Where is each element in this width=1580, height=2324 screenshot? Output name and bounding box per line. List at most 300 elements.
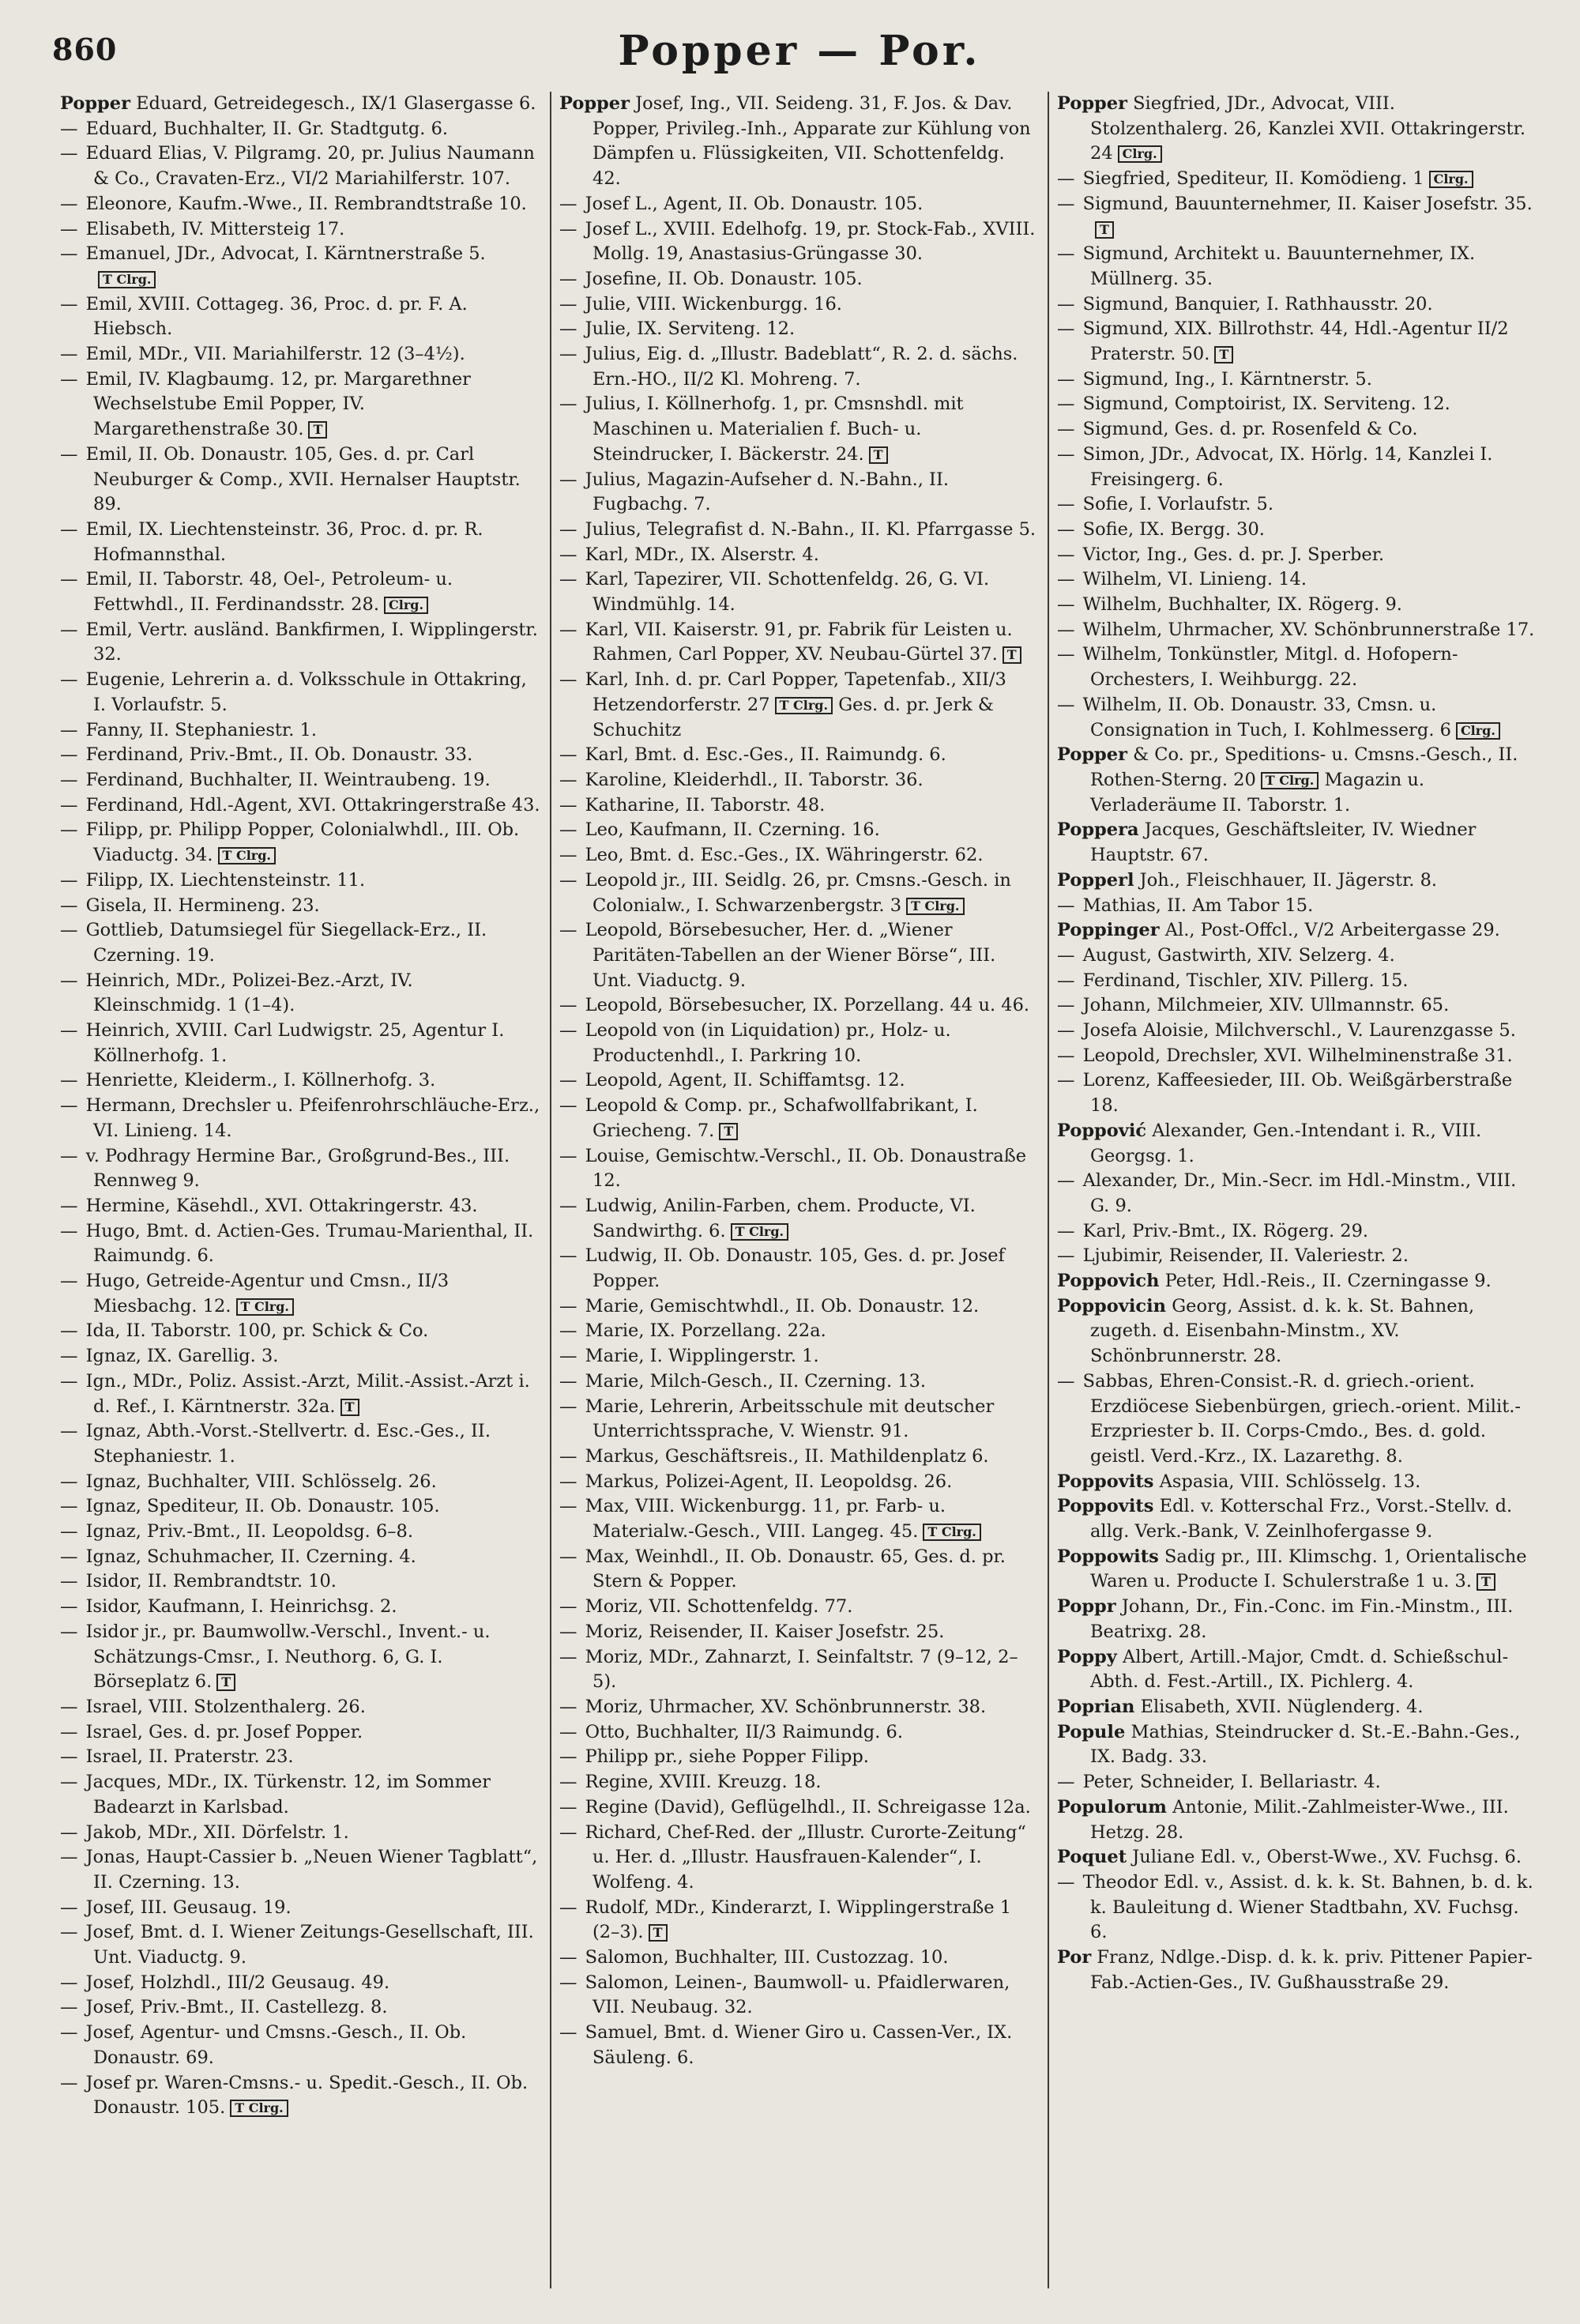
directory-entry bbox=[60, 1194, 540, 1219]
directory-entry bbox=[559, 1770, 1038, 1795]
directory-entry bbox=[559, 768, 1038, 793]
ditto-dash: — bbox=[559, 1070, 577, 1091]
directory-entry bbox=[559, 1795, 1038, 1821]
ditto-dash: — bbox=[1057, 443, 1075, 465]
directory-entry bbox=[1057, 1369, 1536, 1470]
ditto-dash: — bbox=[60, 2022, 78, 2043]
directory-entry bbox=[60, 2021, 540, 2070]
ditto-dash: — bbox=[559, 1396, 577, 1417]
entry-surname: Popperl bbox=[1057, 869, 1134, 891]
directory-entry bbox=[60, 1369, 540, 1419]
telephone-clearing-badge: T bbox=[1477, 1573, 1495, 1591]
entry-text: Emil, II. Ob. Donaustr. 105, Ges. d. pr. Carl Neuburger & Comp., XVII. Hernalser Hauptstr. 89. bbox=[85, 443, 521, 515]
entry-text: Leopold & Comp. pr., Schafwollfabrikant, I. Griecheng. 7. bbox=[585, 1095, 978, 1141]
ditto-dash: — bbox=[559, 569, 577, 590]
ditto-dash: — bbox=[559, 1471, 577, 1492]
directory-entry bbox=[559, 1745, 1038, 1770]
directory-entry bbox=[559, 1494, 1038, 1544]
entry-text: Sigmund, Ges. d. pr. Rosenfeld & Co. bbox=[1082, 419, 1418, 440]
entry-text: Theodor Edl. v., Assist. d. k. k. St. Bahnen, b. d. k. k. Bauleitung d. Wiener Stadtbahn, XV. Fuchsg. 6. bbox=[1082, 1871, 1533, 1943]
directory-entry bbox=[559, 618, 1038, 668]
ditto-dash: — bbox=[559, 544, 577, 565]
directory-entry bbox=[1057, 242, 1536, 292]
entry-text: Sofie, IX. Bergg. 30. bbox=[1082, 518, 1265, 540]
entry-text: Marie, Lehrerin, Arbeitsschule mit deutscher Unterrichtssprache, V. Wienstr. 91. bbox=[585, 1396, 995, 1442]
entry-text: Sabbas, Ehren-Consist.-R. d. griech.-orient. Erzdiöcese Siebenbürgen, griech.-orient. Milit.-Erzpriester b. II. Corps-Cmdo., Bes. d. gold. geistl. Verd.-Krz., IX. Lazarethg. 8. bbox=[1082, 1370, 1521, 1467]
telephone-clearing-badge: Clrg. bbox=[1429, 171, 1473, 188]
entry-text: Markus, Geschäftsreis., II. Mathildenplatz 6. bbox=[585, 1445, 989, 1467]
directory-entry bbox=[1057, 693, 1536, 743]
entry-surname: Poppowits bbox=[1057, 1546, 1159, 1567]
directory-entry bbox=[559, 1369, 1038, 1395]
ditto-dash: — bbox=[60, 1421, 78, 1442]
ditto-dash: — bbox=[559, 1295, 577, 1316]
entry-text: Josef, Ing., VII. Seideng. 31, F. Jos. & Dav. Popper, Privileg.-Inh., Apparate zur Kühlung von Dämpfen u. Flüssigkeiten, VII. Schottenfeldg. 42. bbox=[592, 93, 1031, 190]
telephone-clearing-badge: T Clrg. bbox=[236, 1298, 294, 1316]
directory-entry bbox=[1057, 743, 1536, 818]
directory-entry bbox=[1057, 1269, 1536, 1294]
directory-entry bbox=[559, 1194, 1038, 1244]
directory-entry bbox=[60, 1219, 540, 1269]
ditto-dash: — bbox=[559, 1646, 577, 1667]
entry-text: Juliane Edl. v., Oberst-Wwe., XV. Fuchsg. 6. bbox=[1132, 1847, 1522, 1868]
directory-entry bbox=[60, 292, 540, 342]
directory-entry bbox=[60, 1845, 540, 1895]
directory-entry bbox=[559, 1971, 1038, 2021]
directory-entry bbox=[60, 141, 540, 191]
ditto-dash: — bbox=[559, 1445, 577, 1467]
ditto-dash: — bbox=[559, 1796, 577, 1817]
ditto-dash: — bbox=[60, 1922, 78, 1943]
entry-surname: Poprian bbox=[1057, 1697, 1135, 1717]
ditto-dash: — bbox=[559, 1546, 577, 1567]
directory-entry bbox=[60, 718, 540, 744]
entry-text: Eduard Elias, V. Pilgramg. 20, pr. Julius Naumann & Co., Cravaten-Erz., VI/2 Mariahilferstr. 107. bbox=[85, 143, 535, 190]
entry-text: Katharine, II. Taborstr. 48. bbox=[585, 794, 826, 815]
ditto-dash: — bbox=[559, 1245, 577, 1267]
entry-text: Samuel, Bmt. d. Wiener Giro u. Cassen-Ver., IX. Säuleng. 6. bbox=[585, 2022, 1013, 2068]
ditto-dash: — bbox=[559, 1145, 577, 1166]
entry-surname: Poquet bbox=[1057, 1847, 1127, 1868]
telephone-clearing-badge: T Clrg. bbox=[906, 898, 964, 915]
entry-text: Eugenie, Lehrerin a. d. Volksschule in Ottakring, I. Vorlaufstr. 5. bbox=[85, 669, 527, 715]
ditto-dash: — bbox=[60, 1571, 78, 1592]
ditto-dash: — bbox=[60, 1320, 78, 1342]
directory-entry bbox=[559, 918, 1038, 993]
entry-text: Ferdinand, Hdl.-Agent, XVI. Ottakringerstraße 43. bbox=[85, 794, 540, 815]
directory-entry bbox=[60, 443, 540, 518]
ditto-dash: — bbox=[60, 344, 78, 365]
directory-entry bbox=[1057, 618, 1536, 643]
ditto-dash: — bbox=[60, 1896, 78, 1918]
ditto-dash: — bbox=[559, 920, 577, 941]
ditto-dash: — bbox=[60, 1095, 78, 1117]
ditto-dash: — bbox=[60, 1220, 78, 1241]
directory-entry bbox=[1057, 593, 1536, 618]
ditto-dash: — bbox=[559, 1896, 577, 1918]
entry-text: Sigmund, Banquier, I. Rathhausstr. 20. bbox=[1082, 293, 1433, 315]
ditto-dash: — bbox=[559, 1596, 577, 1618]
ditto-dash: — bbox=[559, 995, 577, 1016]
directory-entry bbox=[60, 1620, 540, 1695]
entry-text: Leopold, Börsebesucher, IX. Porzellang. 44 u. 46. bbox=[585, 995, 1030, 1016]
entry-surname: Popule bbox=[1057, 1721, 1126, 1742]
ditto-dash: — bbox=[60, 218, 78, 239]
entry-text: Lorenz, Kaffeesieder, III. Ob. Weißgärberstraße 18. bbox=[1082, 1070, 1513, 1117]
entry-text: Emil, XVIII. Cottageg. 36, Proc. d. pr. F. A. Hiebsch. bbox=[85, 293, 468, 340]
entry-text: Max, Weinhdl., II. Ob. Donaustr. 65, Ges. d. pr. Stern & Popper. bbox=[585, 1546, 1006, 1592]
ditto-dash: — bbox=[60, 569, 78, 590]
telephone-clearing-badge: T bbox=[1214, 346, 1233, 363]
entry-text: Peter, Schneider, I. Bellariastr. 4. bbox=[1082, 1772, 1381, 1793]
entry-text: Heinrich, XVIII. Carl Ludwigstr. 25, Agentur I. Köllnerhofg. 1. bbox=[85, 1020, 505, 1066]
directory-entry bbox=[1057, 1494, 1536, 1544]
entry-surname: Poppovich bbox=[1057, 1271, 1160, 1292]
directory-entry bbox=[60, 2071, 540, 2121]
entry-text: Hermann, Drechsler u. Pfeifenrohrschläuche-Erz., VI. Linieng. 14. bbox=[85, 1095, 540, 1141]
entry-text: Karl, Inh. d. pr. Carl Popper, Tapetenfab., XII/3 Hetzendorferstr. 27 bbox=[585, 669, 1006, 715]
directory-entry bbox=[1057, 969, 1536, 994]
telephone-clearing-badge: T bbox=[340, 1399, 359, 1416]
ditto-dash: — bbox=[1057, 1045, 1075, 1066]
entry-text: Josef, Bmt. d. I. Wiener Zeitungs-Gesellschaft, III. Unt. Viaductg. 9. bbox=[85, 1922, 534, 1968]
telephone-clearing-badge: Clrg. bbox=[1118, 145, 1162, 163]
ditto-dash: — bbox=[60, 619, 78, 640]
ditto-dash: — bbox=[559, 1195, 577, 1216]
directory-entry bbox=[60, 818, 540, 868]
ditto-dash: — bbox=[559, 1346, 577, 1367]
entry-text: Ign., MDr., Poliz. Assist.-Arzt, Milit.-Assist.-Arzt i. d. Ref., I. Kärntnerstr. 32a. bbox=[85, 1370, 530, 1417]
telephone-clearing-badge: T bbox=[869, 446, 888, 464]
ditto-dash: — bbox=[1057, 644, 1075, 665]
entry-text: Wilhelm, Tonkünstler, Mitgl. d. Hofopern-Orchesters, I. Weihburgg. 22. bbox=[1082, 644, 1458, 691]
entry-text: Isidor, II. Rembrandtstr. 10. bbox=[85, 1571, 337, 1592]
directory-entry bbox=[1057, 868, 1536, 894]
entry-text: Ignaz, Schuhmacher, II. Czerning. 4. bbox=[85, 1546, 416, 1567]
ditto-dash: — bbox=[1057, 394, 1075, 415]
directory-entry bbox=[559, 1344, 1038, 1369]
entry-text: Sigmund, Bauunternehmer, II. Kaiser Josefstr. 35. bbox=[1082, 193, 1533, 214]
directory-entry bbox=[1057, 1595, 1536, 1644]
ditto-dash: — bbox=[559, 2022, 577, 2043]
directory-entry bbox=[1057, 543, 1536, 568]
ditto-dash: — bbox=[559, 819, 577, 841]
ditto-dash: — bbox=[559, 268, 577, 289]
ditto-dash: — bbox=[1057, 1245, 1075, 1267]
entry-text: Israel, VIII. Stolzenthalerg. 26. bbox=[85, 1697, 366, 1717]
directory-entry bbox=[60, 117, 540, 142]
directory-entry bbox=[1057, 443, 1536, 492]
entry-text: Ida, II. Taborstr. 100, pr. Schick & Co. bbox=[85, 1320, 429, 1342]
entry-text: Gisela, II. Hermineng. 23. bbox=[85, 895, 320, 916]
directory-entry bbox=[559, 818, 1038, 843]
entry-text: v. Podhragy Hermine Bar., Großgrund-Bes., III. Rennweg 9. bbox=[85, 1145, 510, 1192]
entry-text: Karl, MDr., IX. Alserstr. 4. bbox=[585, 544, 819, 565]
directory-entry bbox=[559, 1695, 1038, 1720]
ditto-dash: — bbox=[60, 744, 78, 766]
entry-text: Henriette, Kleiderm., I. Köllnerhofg. 3. bbox=[85, 1070, 436, 1091]
ditto-dash: — bbox=[559, 669, 577, 691]
ditto-dash: — bbox=[60, 1697, 78, 1717]
entry-text: Karoline, Kleiderhdl., II. Taborstr. 36. bbox=[585, 769, 924, 790]
ditto-dash: — bbox=[60, 1721, 78, 1742]
directory-entry bbox=[1057, 1795, 1536, 1845]
ditto-dash: — bbox=[60, 1546, 78, 1567]
directory-entry bbox=[60, 1319, 540, 1344]
ditto-dash: — bbox=[60, 143, 78, 164]
entry-text: Victor, Ing., Ges. d. pr. J. Sperber. bbox=[1082, 544, 1385, 565]
directory-entry bbox=[559, 2021, 1038, 2070]
entry-text: Ignaz, Buchhalter, VIII. Schlösselg. 26. bbox=[85, 1471, 437, 1492]
ditto-dash: — bbox=[1057, 193, 1075, 214]
entry-text: Max, VIII. Wickenburgg. 11, pr. Farb- u. Materialw.-Gesch., VIII. Langeg. 45. bbox=[585, 1496, 946, 1542]
ditto-dash: — bbox=[1057, 494, 1075, 515]
directory-entry bbox=[1057, 417, 1536, 443]
telephone-clearing-badge: T Clrg. bbox=[731, 1223, 788, 1241]
directory-entry bbox=[60, 1720, 540, 1746]
directory-entry bbox=[1057, 292, 1536, 318]
ditto-dash: — bbox=[60, 970, 78, 991]
entry-text: Emil, II. Taborstr. 48, Oel-, Petroleum- u. Fettwhdl., II. Ferdinandsstr. 28. bbox=[85, 569, 453, 616]
directory-entry bbox=[60, 1520, 540, 1545]
directory-entry bbox=[559, 793, 1038, 819]
directory-entry bbox=[60, 894, 540, 919]
directory-entry bbox=[559, 1319, 1038, 1344]
directory-entry bbox=[559, 1294, 1038, 1320]
entry-text: Leopold, Drechsler, XVI. Wilhelminenstraße 31. bbox=[1082, 1045, 1513, 1066]
entry-text: Julius, I. Köllnerhofg. 1, pr. Cmsnshdl. mit Maschinen u. Materialien f. Buch- u. Steindrucker, I. Bäckerstr. 24. bbox=[585, 394, 964, 465]
telephone-clearing-badge: Clrg. bbox=[384, 597, 428, 614]
entry-text: Sigmund, Ing., I. Kärntnerstr. 5. bbox=[1082, 368, 1372, 390]
ditto-dash: — bbox=[559, 1721, 577, 1742]
directory-entry bbox=[60, 969, 540, 1019]
telephone-clearing-badge: T bbox=[1003, 646, 1021, 664]
directory-entry bbox=[559, 993, 1038, 1019]
ditto-dash: — bbox=[1057, 318, 1075, 340]
directory-entry bbox=[559, 217, 1038, 267]
entry-text: Ignaz, Spediteur, II. Ob. Donaustr. 105. bbox=[85, 1496, 440, 1517]
directory-entry bbox=[60, 1745, 540, 1770]
directory-entry bbox=[1057, 1845, 1536, 1870]
directory-entry bbox=[60, 918, 540, 968]
entry-text: Josef L., Agent, II. Ob. Donaustr. 105. bbox=[585, 193, 924, 214]
directory-columns bbox=[52, 92, 1547, 2288]
ditto-dash: — bbox=[559, 1370, 577, 1392]
entry-text: Ludwig, Anilin-Farben, chem. Producte, VI. Sandwirthg. 6. bbox=[585, 1195, 976, 1241]
entry-text: Sadig pr., III. Klimschg. 1, Orientalische Waren u. Producte I. Schulerstraße 1 u. 3. bbox=[1090, 1546, 1527, 1592]
directory-column-right bbox=[1048, 92, 1545, 2288]
ditto-dash: — bbox=[1057, 544, 1075, 565]
ditto-dash: — bbox=[559, 1821, 577, 1843]
directory-entry bbox=[559, 1720, 1038, 1746]
entry-text: Fanny, II. Stephaniestr. 1. bbox=[85, 719, 317, 740]
directory-entry bbox=[559, 1019, 1038, 1068]
entry-text: Heinrich, MDr., Polizei-Bez.-Arzt, IV. Kleinschmidg. 1 (1–4). bbox=[85, 970, 413, 1016]
ditto-dash: — bbox=[60, 1020, 78, 1041]
ditto-dash: — bbox=[1057, 1370, 1075, 1392]
entry-text: Jonas, Haupt-Cassier b. „Neuen Wiener Tagblatt“, II. Czerning. 13. bbox=[85, 1847, 538, 1893]
directory-entry bbox=[1057, 1770, 1536, 1795]
directory-entry bbox=[60, 1695, 540, 1720]
directory-entry bbox=[60, 217, 540, 243]
ditto-dash: — bbox=[60, 1370, 78, 1392]
entry-text: Josef, Agentur- und Cmsns.-Gesch., II. Ob. Donaustr. 69. bbox=[85, 2022, 467, 2068]
directory-entry bbox=[1057, 1244, 1536, 1269]
directory-entry bbox=[559, 843, 1038, 868]
telephone-clearing-badge: T bbox=[308, 421, 327, 439]
entry-text: Siegfried, JDr., Advocat, VIII. Stolzenthalerg. 26, Kanzlei XVII. Ottakringerstr. 24 bbox=[1090, 93, 1526, 164]
entry-text: Antonie, Milit.-Zahlmeister-Wwe., III. Hetzg. 28. bbox=[1090, 1796, 1509, 1843]
entry-text: Moriz, VII. Schottenfeldg. 77. bbox=[585, 1596, 853, 1618]
directory-entry bbox=[559, 1945, 1038, 1971]
entry-text: Hugo, Bmt. d. Actien-Ges. Trumau-Marienthal, II. Raimundg. 6. bbox=[85, 1220, 534, 1267]
entry-text: Mathias, II. Am Tabor 15. bbox=[1082, 895, 1314, 916]
ditto-dash: — bbox=[60, 769, 78, 790]
ditto-dash: — bbox=[60, 1821, 78, 1843]
ditto-dash: — bbox=[1057, 1020, 1075, 1041]
entry-text: Emil, Vertr. ausländ. Bankfirmen, I. Wipplingerstr. 32. bbox=[85, 619, 538, 665]
ditto-dash: — bbox=[60, 1471, 78, 1492]
entry-text: Wilhelm, Uhrmacher, XV. Schönbrunnerstraße 17. bbox=[1082, 619, 1535, 640]
entry-text: Alexander, Gen.-Intendant i. R., VIII. Georgsg. 1. bbox=[1090, 1120, 1482, 1166]
directory-entry bbox=[1057, 1695, 1536, 1720]
entry-text: Regine (David), Geflügelhdl., II. Schreigasse 12a. bbox=[585, 1796, 1031, 1817]
directory-entry bbox=[1057, 1119, 1536, 1169]
directory-entry bbox=[60, 1269, 540, 1319]
directory-entry bbox=[559, 1470, 1038, 1495]
ditto-dash: — bbox=[1057, 1170, 1075, 1192]
entry-text: Josef L., XVIII. Edelhofg. 19, pr. Stock-Fab., XVIII. Mollg. 19, Anastasius-Grüngasse 30. bbox=[585, 218, 1036, 265]
ditto-dash: — bbox=[559, 1746, 577, 1768]
ditto-dash: — bbox=[60, 293, 78, 315]
ditto-dash: — bbox=[60, 2072, 78, 2093]
directory-entry bbox=[559, 1068, 1038, 1094]
directory-entry bbox=[60, 1419, 540, 1469]
entry-surname: Poppinger bbox=[1057, 920, 1160, 941]
directory-entry bbox=[60, 1470, 540, 1495]
entry-text: Ferdinand, Tischler, XIV. Pillerg. 15. bbox=[1082, 970, 1409, 991]
ditto-dash: — bbox=[559, 794, 577, 815]
entry-text: Karl, Tapezirer, VII. Schottenfeldg. 26, G. VI. Windmühlg. 14. bbox=[585, 569, 990, 616]
directory-entry bbox=[1057, 167, 1536, 192]
ditto-dash: — bbox=[1057, 1772, 1075, 1793]
directory-entry bbox=[559, 392, 1038, 467]
directory-entry bbox=[559, 468, 1038, 518]
page-header bbox=[52, 21, 1547, 87]
entry-text: Franz, Ndlge.-Disp. d. k. k. priv. Pittener Papier-Fab.-Actien-Ges., IV. Gußhausstraße 29. bbox=[1090, 1947, 1533, 1993]
telephone-clearing-badge: T Clrg. bbox=[1261, 772, 1319, 789]
ditto-dash: — bbox=[1057, 594, 1075, 616]
entry-text: Marie, Milch-Gesch., II. Czerning. 13. bbox=[585, 1370, 927, 1392]
ditto-dash: — bbox=[60, 1346, 78, 1367]
entry-text: Aspasia, VIII. Schlösselg. 13. bbox=[1159, 1471, 1421, 1492]
directory-entry bbox=[1057, 1945, 1536, 1995]
directory-entry bbox=[60, 242, 540, 292]
ditto-dash: — bbox=[60, 1972, 78, 1993]
directory-entry bbox=[559, 1444, 1038, 1470]
ditto-dash: — bbox=[559, 1772, 577, 1793]
telephone-clearing-badge: T Clrg. bbox=[218, 847, 276, 864]
entry-text: Josef, Priv.-Bmt., II. Castellezg. 8. bbox=[85, 1997, 388, 2018]
entry-text: Moriz, MDr., Zahnarzt, I. Seinfaltstr. 7 (9–12, 2–5). bbox=[585, 1646, 1018, 1693]
directory-entry bbox=[1057, 392, 1536, 417]
entry-text: & Co. pr., Speditions- u. Cmsns.-Gesch., II. Rothen-Sterng. 20 bbox=[1090, 744, 1518, 790]
entry-text: Albert, Artill.-Major, Cmdt. d. Schießschul-Abth. d. Fest.-Artill., IX. Pichlerg. 4. bbox=[1090, 1646, 1509, 1693]
ditto-dash: — bbox=[60, 819, 78, 841]
telephone-clearing-badge: Clrg. bbox=[1456, 722, 1500, 740]
directory-entry bbox=[60, 342, 540, 367]
entry-text: Marie, I. Wipplingerstr. 1. bbox=[585, 1346, 819, 1367]
ditto-dash: — bbox=[60, 1070, 78, 1091]
directory-entry bbox=[60, 743, 540, 768]
entry-text: Sigmund, Comptoirist, IX. Servitеng. 12. bbox=[1082, 394, 1450, 415]
entry-text: Regine, XVIII. Kreuzg. 18. bbox=[585, 1772, 822, 1793]
directory-entry bbox=[1057, 1720, 1536, 1770]
ditto-dash: — bbox=[60, 1997, 78, 2018]
directory-entry bbox=[559, 342, 1038, 392]
entry-text: Salomon, Buchhalter, III. Custozzag. 10. bbox=[585, 1947, 949, 1968]
entry-text: Johann, Dr., Fin.-Conc. im Fin.-Minstm., III. Beatrixg. 28. bbox=[1090, 1596, 1514, 1642]
directory-entry bbox=[1057, 944, 1536, 969]
entry-text: Jacques, Geschäftsleiter, IV. Wiedner Hauptstr. 67. bbox=[1090, 819, 1477, 866]
ditto-dash: — bbox=[1057, 419, 1075, 440]
ditto-dash: — bbox=[60, 895, 78, 916]
ditto-dash: — bbox=[1057, 995, 1075, 1016]
entry-surname: Popper bbox=[559, 93, 630, 114]
directory-entry bbox=[1057, 1294, 1536, 1369]
entry-surname: Poppovicin bbox=[1057, 1295, 1167, 1316]
entry-text: Joh., Fleischhauer, II. Jägerstr. 8. bbox=[1139, 869, 1438, 891]
entry-text: Ferdinand, Buchhalter, II. Weintraubeng. 19. bbox=[85, 769, 491, 790]
entry-text: Julius, Magazin-Aufseher d. N.-Bahn., II. Fugbachg. 7. bbox=[585, 469, 949, 515]
ditto-dash: — bbox=[559, 1095, 577, 1117]
entry-text: Marie, IX. Porzellang. 22a. bbox=[585, 1320, 826, 1342]
directory-entry bbox=[559, 292, 1038, 318]
ditto-dash: — bbox=[559, 1020, 577, 1041]
directory-entry bbox=[1057, 993, 1536, 1019]
entry-text: Israel, II. Praterstr. 23. bbox=[85, 1746, 294, 1768]
directory-entry bbox=[1057, 317, 1536, 367]
entry-text-continued: Ges. d. pr. Jerk & Schuchitz bbox=[592, 694, 994, 740]
entry-surname: Poppy bbox=[1057, 1646, 1117, 1667]
directory-entry bbox=[1057, 518, 1536, 543]
entry-surname: Popper bbox=[1057, 744, 1127, 766]
entry-text: Filipp, IX. Liechtensteinstr. 11. bbox=[85, 869, 366, 891]
ditto-dash: — bbox=[1057, 293, 1075, 315]
directory-entry bbox=[1057, 1044, 1536, 1069]
ditto-dash: — bbox=[559, 318, 577, 340]
directory-entry bbox=[1057, 1470, 1536, 1495]
entry-text: Salomon, Leinen-, Baumwoll- u. Pfaidlerwaren, VII. Neubaug. 32. bbox=[585, 1972, 1010, 2018]
directory-entry bbox=[1057, 1645, 1536, 1695]
entry-text: Julius, Eig. d. „Illustr. Badeblatt“, R. 2. d. sächs. Ern.-HO., II/2 Kl. Mohreng. 7. bbox=[585, 344, 1018, 390]
directory-entry bbox=[559, 543, 1038, 568]
ditto-dash: — bbox=[559, 769, 577, 790]
entry-text: Elisabeth, XVII. Nüglenderg. 4. bbox=[1140, 1697, 1424, 1717]
ditto-dash: — bbox=[559, 193, 577, 214]
directory-entry bbox=[60, 1494, 540, 1520]
directory-entry bbox=[60, 1920, 540, 1970]
entry-text: Josefine, II. Ob. Donaustr. 105. bbox=[585, 268, 863, 289]
telephone-clearing-badge: T Clrg. bbox=[230, 2100, 288, 2117]
directory-entry bbox=[60, 92, 540, 117]
entry-text: Leo, Bmt. d. Esc.-Ges., IX. Währingerstr. 62. bbox=[585, 845, 984, 866]
directory-entry bbox=[1057, 1019, 1536, 1044]
entry-text: Edl. v. Kotterschal Frz., Vorst.-Stellv. d. allg. Verk.-Bank, V. Zeinlhofergasse 9. bbox=[1090, 1496, 1513, 1542]
directory-entry bbox=[1057, 492, 1536, 518]
ditto-dash: — bbox=[559, 1621, 577, 1642]
directory-entry bbox=[559, 668, 1038, 743]
